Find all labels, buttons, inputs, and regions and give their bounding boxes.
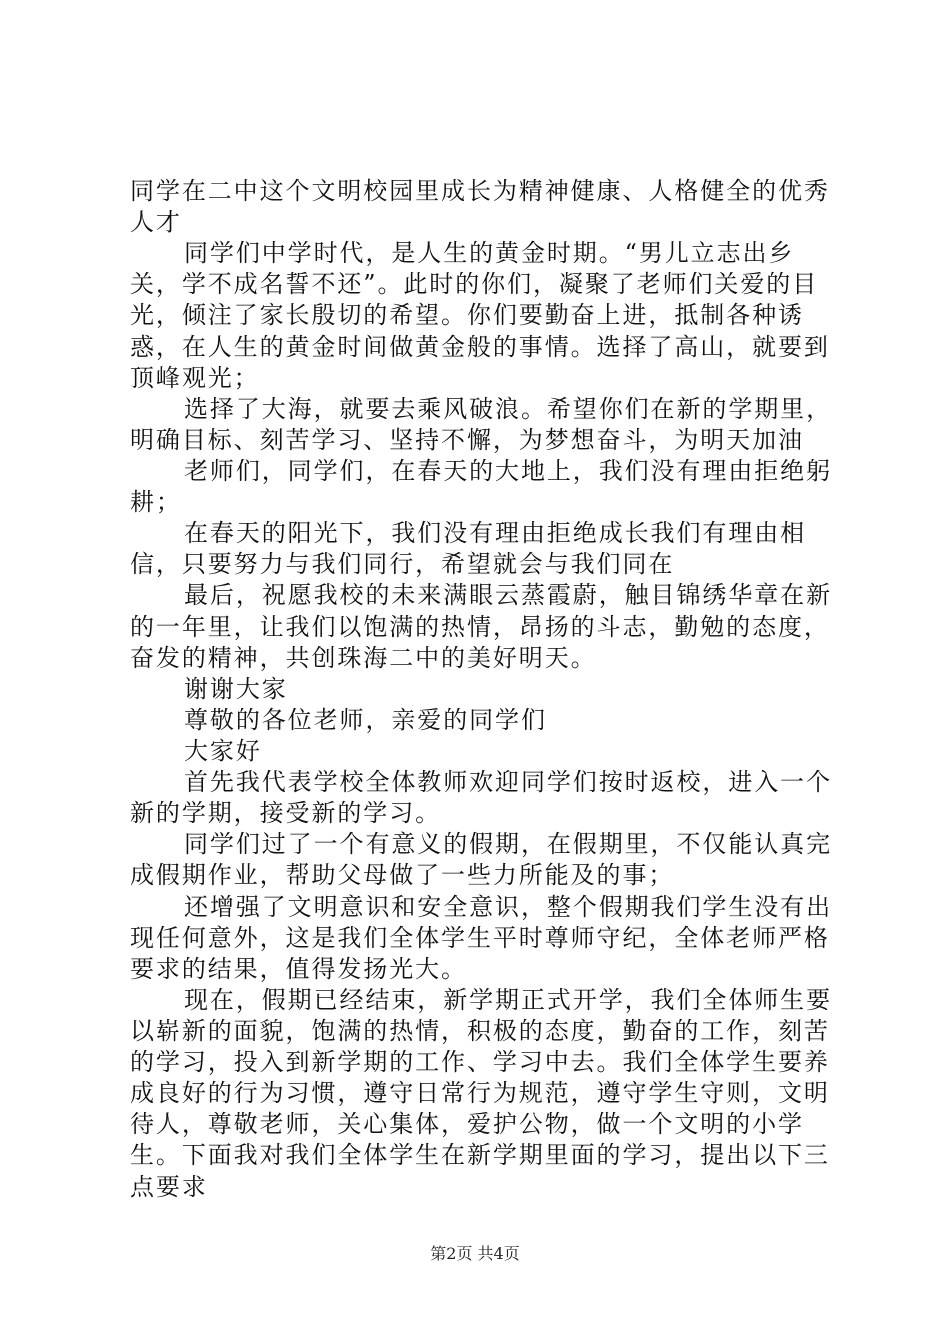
paragraph: 同学们过了一个有意义的假期，在假期里，不仅能认真完成假期作业，帮助父母做了一些力所能及的事； — [130, 830, 832, 890]
paragraph: 同学在二中这个文明校园里成长为精神健康、人格健全的优秀人才 — [130, 177, 830, 237]
paragraph: 在春天的阳光下，我们没有理由拒绝成长我们有理由相信，只要努力与我们同行，希望就会与我们同在 — [130, 519, 807, 579]
paragraph: 现在，假期已经结束，新学期正式开学，我们全体师生要以崭新的面貌，饱满的热情，积极的态度，勤奋的工作，刻苦的学习，投入到新学期的工作、学习中去。我们全体学生要养成良好的行为习惯，遵守日常行为规范，遵守学生守则，文明待人，尊敬老师，关心集体，爱护公物，做一个文明的小学生。下面我对我们全体学生在新学期里面的学习，提出以下三点要求 — [130, 985, 832, 1201]
paragraph: 尊敬的各位老师，亲爱的同学们 — [184, 705, 547, 734]
paragraph: 同学们中学时代，是人生的黄金时期。“男儿立志出乡关，学不成名誓不还”。此时的你们，凝聚了老师们关爱的目光，倾注了家长殷切的希望。你们要勤奋上进，抵制各种诱惑，在人生的黄金时间做黄金般的事情。选择了高山，就要到顶峰观光； — [130, 239, 830, 392]
page-number-footer: 第2页 共4页 — [430, 1244, 520, 1263]
paragraph: 最后，祝愿我校的未来满眼云蒸霞蔚，触目锦绣华章在新的一年里，让我们以饱满的热情，昂扬的斗志，勤勉的态度，奋发的精神，共创珠海二中的美好明天。 — [130, 581, 832, 672]
paragraph: 首先我代表学校全体教师欢迎同学们按时返校，进入一个新的学期，接受新的学习。 — [130, 768, 832, 828]
paragraph: 谢谢大家 — [184, 674, 288, 703]
paragraph: 老师们，同学们，在春天的大地上，我们没有理由拒绝躬耕； — [130, 456, 832, 517]
paragraph: 选择了大海，就要去乘风破浪。希望你们在新的学期里，明确目标、刻苦学习、坚持不懈，为梦想奋斗，为明天加油 — [130, 394, 832, 454]
document-body — [130, 176, 840, 1203]
paragraph: 还增强了文明意识和安全意识，整个假期我们学生没有出现任何意外，这是我们全体学生平时尊师守纪，全体老师严格要求的结果，值得发扬光大。 — [130, 892, 832, 983]
paragraph: 大家好 — [184, 736, 262, 765]
